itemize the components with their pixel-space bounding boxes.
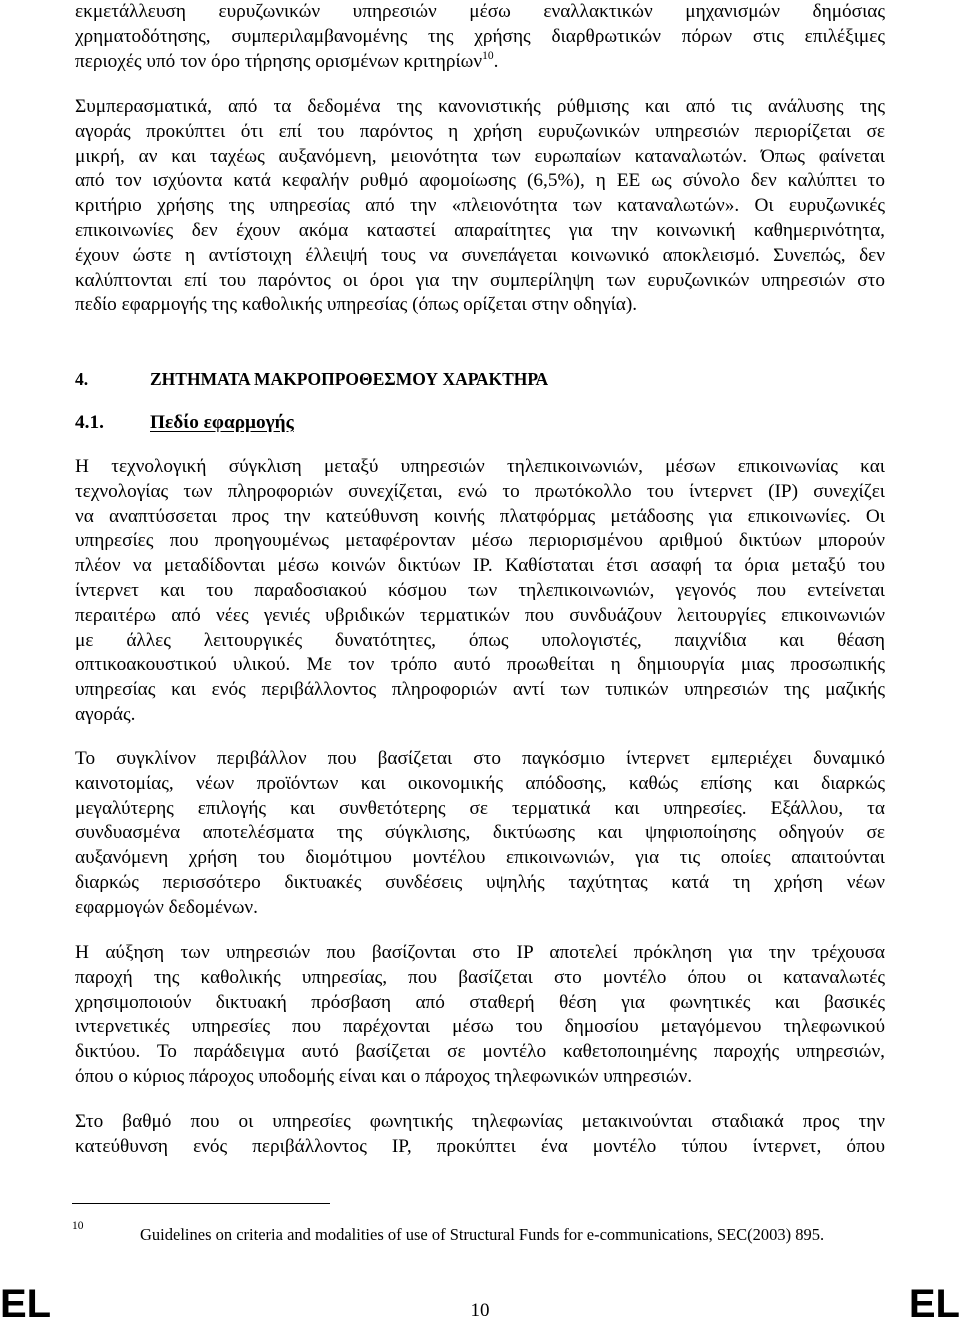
text-line: αγοράς προκύπτει ότι επί του παρόντος η χρήση ευρυζωνικών υπηρεσιών περιορίζεται σε [75, 120, 885, 142]
text-line: Η αύξηση των υπηρεσιών που βασίζονται στο IP αποτελεί πρόκληση για την τρέχουσα [75, 942, 885, 963]
text-line: έχουν ώστε η αντίστοιχη έλλειψή τους να συνεπάγεται κοινωνικό αποκλεισμό. Συνεπώς, δεν [75, 244, 885, 266]
text-line: πεδίο εφαρμογής της καθολικής υπηρεσίας (όπως ορίζεται στην οδηγία). [75, 294, 638, 316]
text-line: Η τεχνολογική σύγκλιση μεταξύ υπηρεσιών τηλεπικοινωνιών, μέσων επικοινωνίας και [75, 456, 885, 477]
paragraph-continuation [75, 0, 885, 74]
footnote-text: Guidelines on criteria and modalities of use of Structural Funds for e-communications, SEC(2003) 895. [140, 1225, 825, 1244]
text-line: τεχνολογίας των πληροφοριών συνεχίζεται, ενώ το πρωτόκολλο του ίντερνετ (IP) συνεχίζει [75, 480, 885, 502]
paragraph-environment [75, 747, 885, 921]
footnote-reference: 10 [482, 49, 494, 62]
text-line: δικτύου. Το παράδειγμα αυτό βασίζεται σε μοντέλο καθετοποιημένης παροχής υπηρεσιών, [75, 1041, 885, 1063]
text-line: ίντερνετ και του παραδοσιακού κόσμου των τηλεπικοινωνιών, γεγονός που εντείνεται [75, 579, 885, 601]
text-line: ιντερνετικές υπηρεσίες που παρέχονται μέσω του δημοσίου μεταγόμενου τηλεφωνικού [75, 1016, 885, 1038]
text-line: με άλλες λειτουργικές δυνατότητες, όπως υπολογιστές, παιχνίδια και θέαση [75, 629, 885, 651]
text-line: Συμπερασματικά, από τα δεδομένα της κανονιστικής ρύθμισης και από τις ανάλυσης της [75, 96, 885, 117]
text-line: μικρή, αν και ταχέως αυξανόμενη, μειονότητα των ευρωπαίων καταναλωτών. Όπως φαίνεται [75, 145, 885, 167]
section-number: 4. [75, 369, 89, 389]
subsection-title: Πεδίο εφαρμογής [150, 412, 294, 433]
paragraph-ip-services [75, 941, 885, 1090]
subsection-number: 4.1. [75, 412, 104, 433]
text-line: Το συγκλίνον περιβάλλον που βασίζεται στο παγκόσμιο ίντερνετ εμπεριέχει δυναμικό [75, 748, 885, 769]
text-line: επικοινωνίες δεν έχουν ακόμα καταστεί απαραίτητες για την κοινωνική καθημερινότητα, [75, 219, 885, 241]
text-line: εφαρμογών δεδομένων. [75, 896, 258, 918]
text-line: όπου ο κύριος πάροχος υποδομής είναι και ο πάροχος τηλεφωνικών υπηρεσιών. [75, 1065, 693, 1087]
text-line: αυξανόμενη χρήση του διομότιμου μοντέλου επικοινωνιών, για τις οποίες απαιτούνται [75, 847, 885, 869]
text-line: πλέον να μεταδίδονται μέσω κοινών δικτύων IP. Καθίσταται έτσι ασαφή τα όρια μεταξύ του [75, 555, 885, 577]
footnote-separator [72, 1203, 330, 1204]
text-line: συνδυασμένα αποτελέσματα της σύγκλισης, δικτύωσης και ψηφιοποίησης οδηγούν σε [75, 822, 885, 844]
text-line: χρηματοδότησης, συμπεριλαμβανομένης της χρήσης διαρθρωτικών πόρων στις επιλέξιμες [75, 25, 885, 47]
text-line [75, 50, 885, 75]
text-line: κριτήριο χρήσης της υπηρεσίας από την «πλειονότητα των καταναλωτών». Οι ευρυζωνικές [75, 195, 885, 217]
subsection-heading [75, 411, 885, 436]
text-line: αγοράς. [75, 703, 136, 725]
text-line: καλύπτονται επί του παρόντος οι όροι για την συμπερίληψη των ευρυζωνικών υπηρεσιών στο [75, 269, 885, 291]
paragraph-voice-telephony [75, 1110, 885, 1160]
text-line: υπηρεσίες που προηγουμένως μεταφέρονταν μέσω περιορισμένου αριθμού δικτύων μπορούν [75, 530, 885, 552]
text-line: χρησιμοποιούν δικτυακή πρόσβαση από σταθερή θέση για φωνητικές και βασικές [75, 991, 885, 1013]
text-line: καινοτομίας, νέων προϊόντων και οικονομικής απόδοσης, καθώς επίσης και διαρκώς [75, 772, 885, 794]
language-mark-left: EL [0, 1282, 52, 1326]
text-segment: . [493, 50, 499, 72]
text-line: Στο βαθμό που οι υπηρεσίες φωνητικής τηλεφωνίας μετακινούνται σταδιακά προς την [75, 1111, 885, 1132]
footnote-number: 10 [72, 1220, 84, 1232]
text-line: από τον ισχύοντα κατά κεφαλήν ρυθμό αφομοίωσης (6,5%), η ΕΕ ως σύνολο δεν καλύπτει το [75, 170, 885, 192]
text-line: οπτικοακουστικού υλικού. Με τον τρόπο αυτό προωθείται η δημιουργία μιας προσωπικής [75, 654, 885, 676]
paragraph-conclusion [75, 95, 885, 318]
section-heading [75, 367, 885, 392]
text-line: να αναπτύσσεται προς την κατεύθυνση κοινής πλατφόρμας μετάδοσης για επικοινωνίες. Οι [75, 505, 885, 527]
paragraph-convergence [75, 455, 885, 728]
text-line: μεγαλύτερης επιλογής και συνθετότερης σε τερματικά και υπηρεσίες. Εξάλλου, τα [75, 797, 885, 819]
text-segment: περιοχές υπό τον όρο τήρησης ορισμένων κριτηρίων [75, 50, 483, 72]
text-line: εκμετάλλευση ευρυζωνικών υπηρεσιών μέσω εναλλακτικών μηχανισμών δημόσιας [75, 1, 885, 22]
text-line: διαρκώς περισσότερο δικτυακές συνδέσεις υψηλής ταχύτητας κατά τη χρήση νέων [75, 871, 885, 893]
text-line: παροχή της καθολικής υπηρεσίας, που βασίζεται στο μοντέλο όπου οι καταναλωτές [75, 966, 885, 988]
text-line: περαιτέρω από νέες γενιές υβριδικών τερματικών που συνδυάζουν λειτουργίες επικοινωνιών [75, 604, 885, 626]
language-mark-right: EL [908, 1282, 960, 1326]
text-line: υπηρεσίας και ενός περιβάλλοντος πληροφοριών αντί των τυπικών υπηρεσιών της μαζικής [75, 679, 885, 701]
section-title: ΖΗΤΗΜΑΤΑ ΜΑΚΡΟΠΡΟΘΕΣΜΟΥ ΧΑΡΑΚΤΗΡΑ [150, 369, 549, 389]
text-line: κατεύθυνση ενός περιβάλλοντος IP, προκύπτει ένα μοντέλο τύπου ίντερνετ, όπου [75, 1135, 885, 1157]
page-number: 10 [470, 1300, 490, 1321]
